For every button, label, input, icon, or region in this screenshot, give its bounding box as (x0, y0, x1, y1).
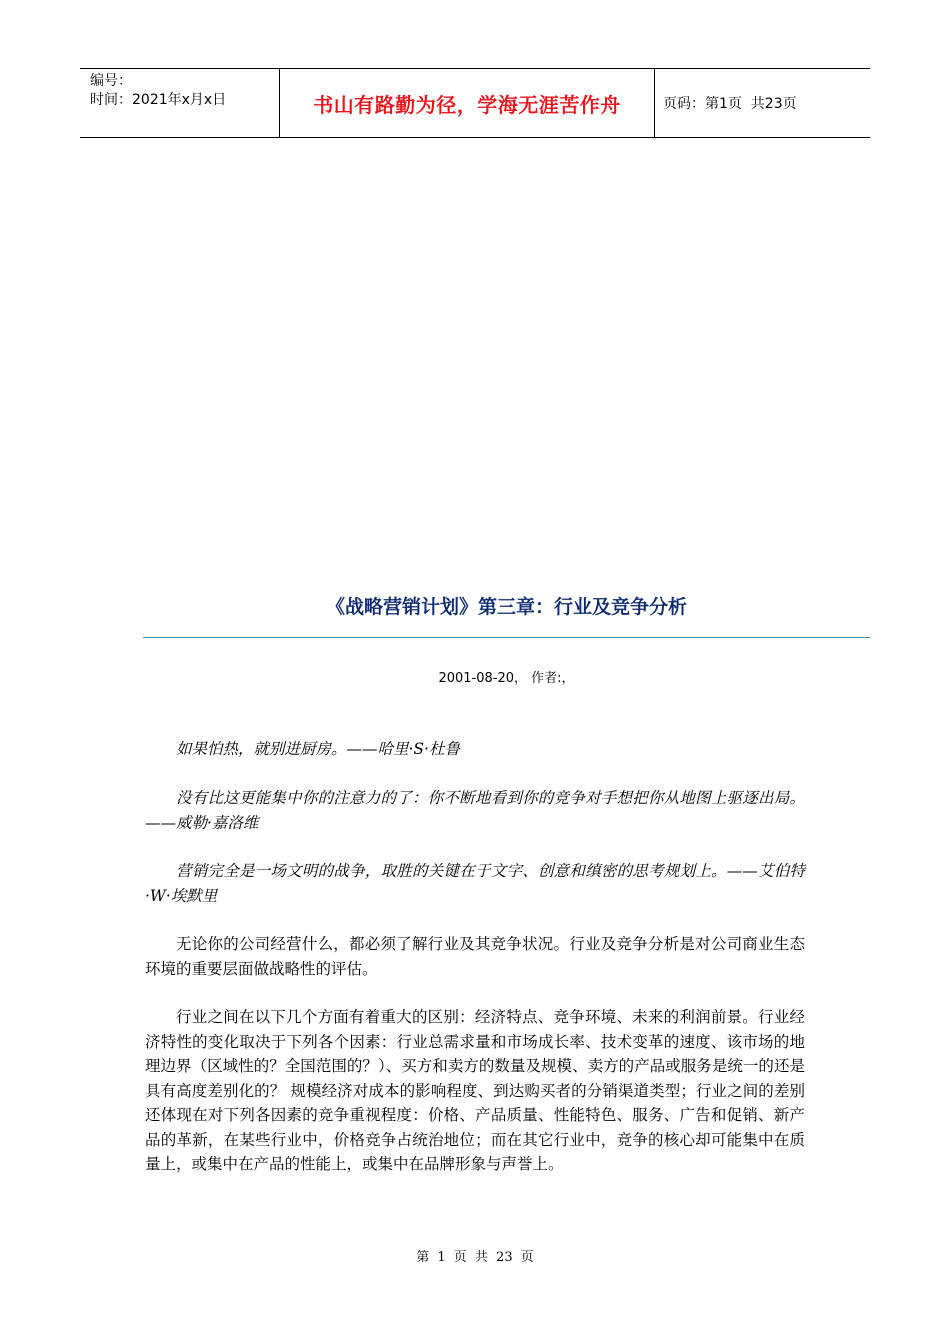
body-paragraph-1: 无论你的公司经营什么，都必须了解行业及其竞争状况。行业及竞争分析是对公司商业生态环境的重要层面做战略性的评估。 (145, 935, 805, 978)
epigraph-quote-1: 如果怕热，就别进厨房。——哈里·S·杜鲁 (176, 740, 460, 758)
header-motto: 书山有路勤为径，学海无涯苦作舟 (280, 69, 655, 137)
page-footer: 第 1 页 共 23 页 (416, 1250, 534, 1265)
date-line: 时间：2021年x月x日 (90, 92, 227, 108)
header-info-cell (80, 69, 280, 137)
header-page-code: 页码：第1页 共23页 (663, 96, 797, 112)
article-meta: 2001-08-20， 作者:， (438, 671, 575, 686)
epigraph-quote-3: 营销完全是一场文明的战争，取胜的关键在于文字、创意和缜密的思考规划上。——艾伯特·W·埃默里 (145, 862, 805, 905)
header-table (80, 68, 870, 138)
title-divider (143, 637, 870, 638)
epigraph-quote-2: 没有比这更能集中你的注意力的了：你不断地看到你的竞争对手想把你从地图上驱逐出局。——威勒·嘉洛维 (145, 789, 805, 832)
article-title: 《战略营销计划》第三章：行业及竞争分析 (325, 596, 687, 618)
body-paragraph-2: 行业之间在以下几个方面有着重大的区别：经济特点、竞争环境、未来的利润前景。行业经济特性的变化取决于下列各个因素：行业总需求量和市场成长率、技术变革的速度、该市场的地理边界（区域性的？全国范围的？）、买方和卖方的数量及规模、卖方的产品或服务是统一的还是具有高度差别化的？ 规模经济对成本的影响程度、到达购买者的分销渠道类型；行业之间的差别还体现在对下列各因素的竞争重视程度：价格、产品质量、性能特色、服务、广告和促销、新产品的革新，在某些行业中，价格竞争占统治地位；而在其它行业中，竞争的核心却可能集中在质量上，或集中在产品的性能上，或集中在品牌形象与声誉上。 (145, 1008, 805, 1173)
number-label: 编号： (90, 73, 132, 89)
